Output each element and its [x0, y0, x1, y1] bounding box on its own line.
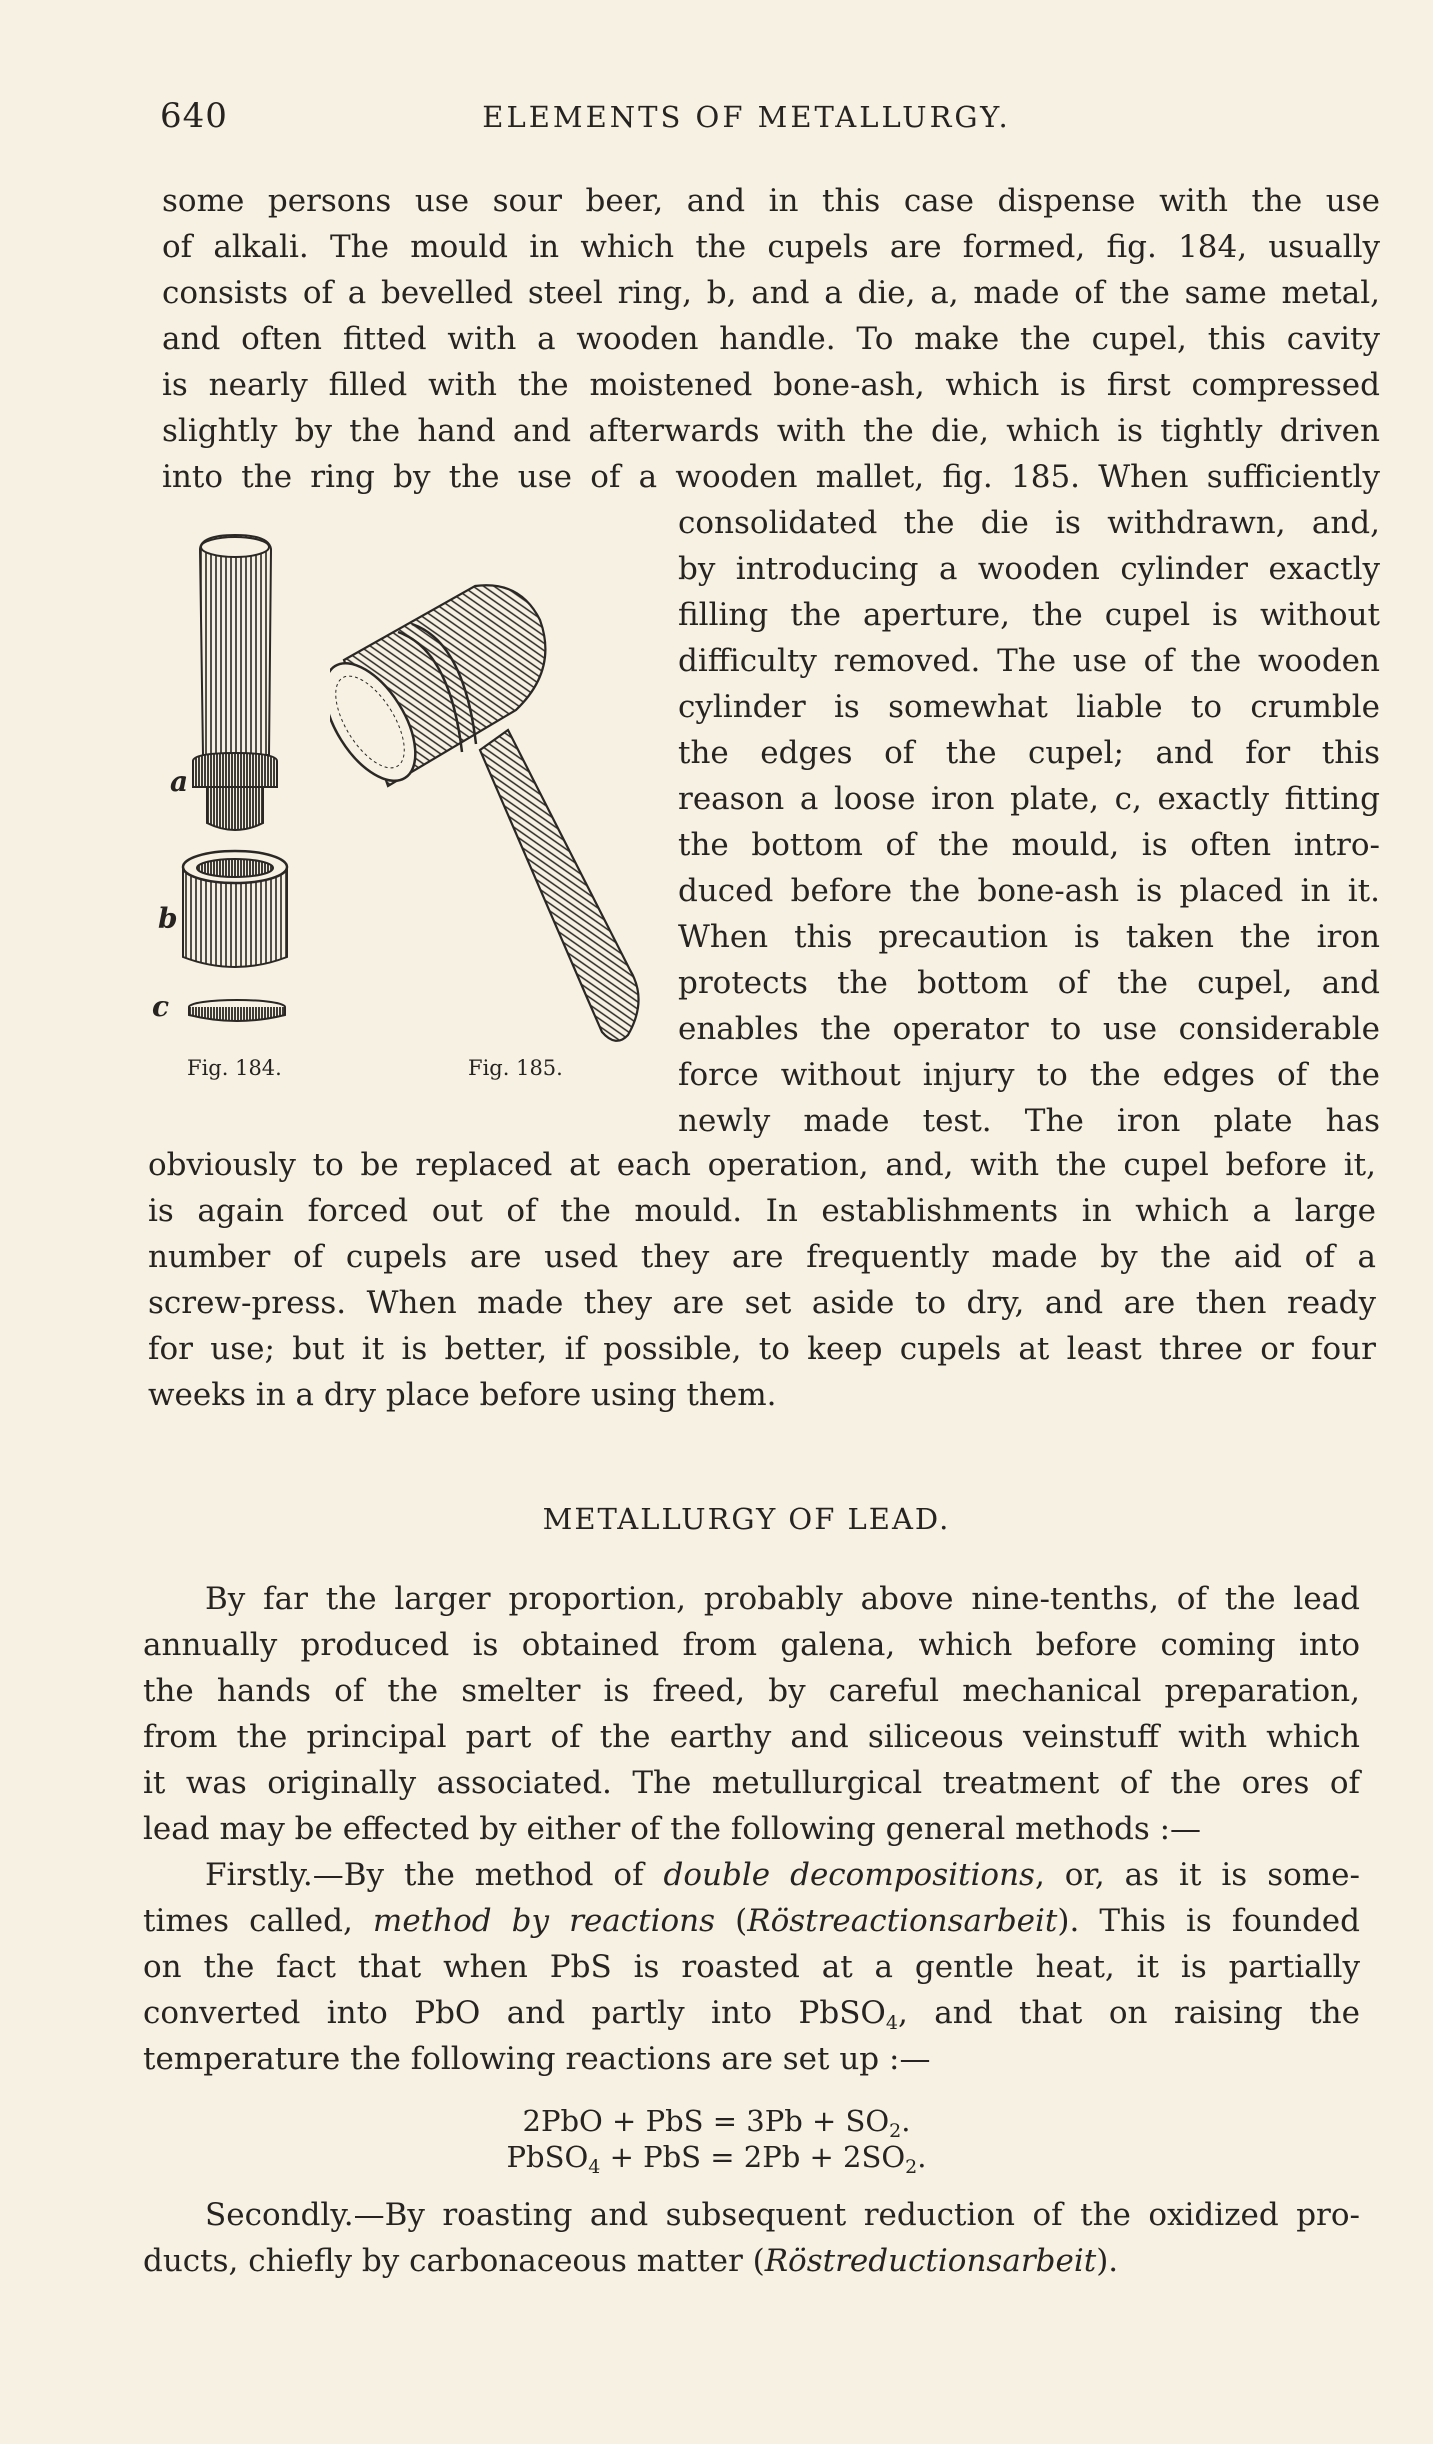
text-line: ducts, chiefly by carbonaceous matter (Röstreductionsarbeit). [143, 2243, 1119, 2279]
text-line: obviously to be replaced at each operation, and, with the cupel before it, [148, 1147, 1376, 1183]
equation-2: PbSO$_4$ + PbS = $2Pb + 2SO_2$. [506, 2140, 927, 2178]
page-number: 640 [160, 96, 228, 136]
section-title: METALLURGY OF LEAD. [542, 1502, 951, 1536]
text-line: some persons use sour beer, and in this case dispense with the use [162, 183, 1380, 219]
text-line: from the principal part of the earthy and siliceous veinstuff with which [143, 1719, 1360, 1755]
text-line: protects the bottom of the cupel, and [678, 965, 1380, 1001]
text-line: by introducing a wooden cylinder exactly [678, 551, 1380, 587]
text-line: filling the aperture, the cupel is without [678, 597, 1380, 633]
paragraph-cupel-mould [162, 178, 1380, 500]
text-line: on the fact that when PbS is roasted at a gentle heat, it is partially [143, 1949, 1360, 1985]
text-line: cylinder is somewhat liable to crumble [678, 689, 1380, 725]
text-line: converted into PbO and partly into PbSO$_4$, and that on raising the [143, 1995, 1360, 2034]
text-line: is again forced out of the mould. In establishments in which a large [148, 1193, 1376, 1229]
text-line: newly made test. The iron plate has [678, 1103, 1380, 1139]
paragraph-wrap-column [678, 500, 1380, 1144]
text-line: into the ring by the use of a wooden mallet, fig. 185. When sufficiently [162, 459, 1380, 495]
text-line: the hands of the smelter is freed, by careful mechanical preparation, [143, 1673, 1360, 1709]
text-line: consolidated the die is withdrawn, and, [678, 505, 1380, 541]
text-line: weeks in a dry place before using them. [148, 1377, 777, 1413]
text-line: the bottom of the mould, is often intro- [678, 827, 1380, 863]
running-title: ELEMENTS OF METALLURGY. [482, 100, 1011, 134]
paragraph-lead-overview [143, 1576, 1360, 2082]
text-line: of alkali. The mould in which the cupels are formed, fig. 184, usually [162, 229, 1380, 265]
text-line: screw-press. When made they are set aside to dry, and are then ready [148, 1285, 1376, 1321]
text-line-firstly: Firstly.—By the method of double decompositions, or, as it is some- [205, 1857, 1360, 1893]
text-line: it was originally associated. The metullurgical treatment of the ores of [143, 1765, 1360, 1801]
text-line: the edges of the cupel; and for this [678, 735, 1380, 771]
text-line: When this precaution is taken the iron [678, 919, 1380, 955]
text-line: temperature the following reactions are set up :— [143, 2041, 931, 2077]
paragraph-cupel-continued [148, 1142, 1376, 1418]
text-line: for use; but it is better, if possible, to keep cupels at least three or four [148, 1331, 1376, 1367]
text-line: slightly by the hand and afterwards with the die, which is tightly driven [162, 413, 1380, 449]
text-line: reason a loose iron plate, c, exactly fitting [678, 781, 1380, 817]
figure-185-mallet-illustration [330, 580, 650, 1050]
paragraph-secondly [143, 2192, 1360, 2284]
figure-184-mould-illustration [165, 525, 325, 1025]
figure-185-caption: Fig. 185. [468, 1056, 563, 1080]
figure-label-a: a [170, 765, 189, 798]
text-line: annually produced is obtained from galena, which before coming into [143, 1627, 1360, 1663]
text-line: difficulty removed. The use of the wooden [678, 643, 1380, 679]
text-line: By far the larger proportion, probably above nine-tenths, of the lead [205, 1581, 1360, 1617]
text-line: lead may be effected by either of the following general methods :— [143, 1811, 1202, 1847]
text-line: times called, method by reactions (Röstreactionsarbeit). This is founded [143, 1903, 1360, 1939]
text-line: is nearly filled with the moistened bone-ash, which is first compressed [162, 367, 1380, 403]
figure-label-c: c [152, 990, 170, 1023]
text-line: number of cupels are used they are frequently made by the aid of a [148, 1239, 1376, 1275]
figure-184-caption: Fig. 184. [187, 1056, 282, 1080]
text-line: duced before the bone-ash is placed in it. [678, 873, 1380, 909]
text-line: and often fitted with a wooden handle. To make the cupel, this cavity [162, 321, 1380, 357]
figure-label-b: b [158, 902, 178, 935]
equation-1: 2PbO + PbS = $3Pb + SO_2$. [522, 2104, 911, 2142]
text-line: force without injury to the edges of the [678, 1057, 1380, 1093]
text-line: consists of a bevelled steel ring, b, and a die, a, made of the same metal, [162, 275, 1380, 311]
text-line: Secondly.—By roasting and subsequent reduction of the oxidized pro- [205, 2197, 1360, 2233]
text-line: enables the operator to use considerable [678, 1011, 1380, 1047]
